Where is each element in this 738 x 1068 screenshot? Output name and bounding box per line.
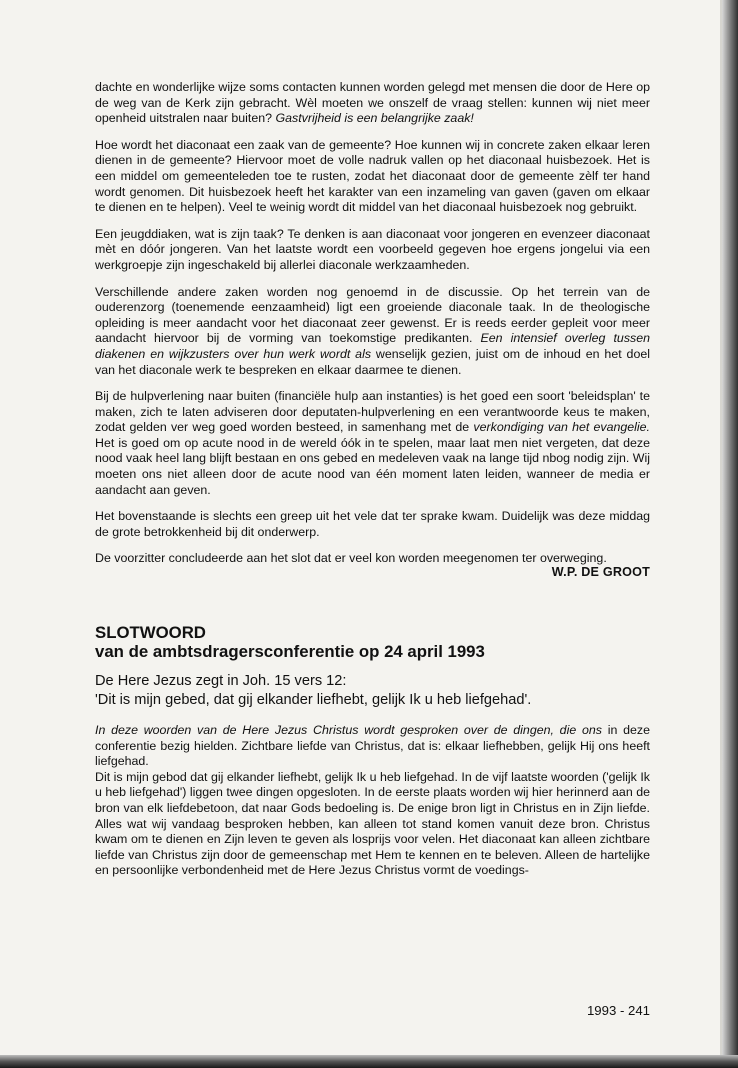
paragraph-summary: Het bovenstaande is slechts een greep uit het vele dat ter sprake kwam. Duidelijk was deze middag de grote betrokkenheid bij dit onderwerp. <box>95 509 650 539</box>
scan-edge-bottom <box>0 1055 738 1068</box>
page-content <box>95 80 650 890</box>
paragraph-text: in deze conferentie bezig hielden. Zichtbare liefde van Christus, dat is: elkaar liefhebben, gelijk Hij ons heeft liefgehad. <box>95 723 650 769</box>
quote-text: 'Dit is mijn gebed, dat gij elkander liefhebt, gelijk Ik u heb liefgehad'. <box>95 692 532 709</box>
scan-edge-right <box>722 0 738 1068</box>
quote-reference: De Here Jezus zegt in Joh. 15 vers 12: <box>95 673 347 690</box>
paragraph-body: Dit is mijn gebod dat gij elkander liefhebt, gelijk Ik u heb liefgehad. In de vijf laatste woorden ('gelijk Ik u heb liefgehad') liggen twee dingen opgesloten. In de eerste plaats worden wij hier herinnerd aan de bron van elk liefdebetoon, dat naar Gods bedoeling is. De enige bron ligt in Christus en in Zijn liefde. Alles wat wij vandaag besproken hebben, kan alleen tot stand komen vanuit deze bron. Christus kwam om te dienen en Zijn leven te geven als losprijs voor velen. Het diaconaat kan alleen zichtbare liefde van Christus zijn door de gemeenschap met Hem te kennen en te beleven. Alleen de hartelijke en persoonlijke verbondenheid met de Here Jezus Christus vormt de voedings- <box>95 769 650 878</box>
article-heading <box>95 623 650 662</box>
paragraph-conclusion: De voorzitter concludeerde aan het slot dat er veel kon worden meegenomen ter overweging. <box>95 551 607 566</box>
paragraph-text: Het is goed om op acute nood in de wereld óók in te spelen, maar laat men niet vergeten, dat deze nood vaak heel lang blijft bestaan en ons gebed en medeleven vaak na lange tijd nbog nodig zijn. Wij moeten ons niet alleen door de acute nood van één moment laten leiden, wanneer de media er aandacht aan geven. <box>95 435 650 497</box>
article-title: SLOTWOORD <box>95 623 206 643</box>
paragraph-italic: Gastvrijheid is een belangrijke zaak! <box>275 111 474 126</box>
article-subtitle: van de ambtsdragersconferentie op 24 april 1993 <box>95 642 485 662</box>
paragraph-text: dachte en wonderlijke wijze soms contacten kunnen worden gelegd met mensen die door de Here op de weg van de Kerk zijn gebracht. Wèl moeten we onszelf de vraag stellen: kunnen wij niet meer openheid uitstralen naar buiten? <box>95 80 650 126</box>
page-number: 1993 - 241 <box>586 1003 650 1018</box>
author-signature: W.P. DE GROOT <box>551 565 650 580</box>
paragraph-text: Verschillende andere zaken worden nog genoemd in de discussie. Op het terrein van de ouderenzorg (toenemende eenzaamheid) ligt een groeiende diaconale taak. In de theologische opleiding is meer aandacht voor het diaconaat zeer gewenst. Er is reeds eerder gepleit voor meer aandacht hiervoor bij de vorming van toekomstige predikanten. <box>95 284 650 346</box>
paragraph-text: Bij de hulpverlening naar buiten (financiële hulp aan instanties) is het goed een soort 'beleidsplan' te maken, zich te laten adviseren door deputaten-hulpverlening en een verantwoorde keus te maken, zodat gelden ver weg goed worden besteed, in samenhang met de <box>95 389 650 435</box>
paragraph-discussion <box>95 285 650 379</box>
paragraph-aid <box>95 389 650 498</box>
paragraph-italic: verkondiging van het evangelie. <box>473 420 651 435</box>
paragraph-text: wenselijk gezien, juist om de inhoud en het doel van het diaconale werk te bespreken en elkaar daarmee te dienen. <box>95 346 650 377</box>
paragraph-guests <box>95 80 650 127</box>
paragraph-youth-deacon: Een jeugddiaken, wat is zijn taak? Te denken is aan diaconaat voor jongeren en evenzeer diaconaat mèt en dóór jongeren. Van het laatste wordt een voorbeeld gegeven hoe ergens jongelui via een werkgroepje zijn ingeschakeld bij allerlei diaconale werkzaamheden. <box>95 226 650 272</box>
paragraph-italic: In deze woorden van de Here Jezus Christus wordt gesproken over de dingen, die ons <box>95 723 602 738</box>
scripture-quote <box>95 672 650 710</box>
paragraph-home-visits: Hoe wordt het diaconaat een zaak van de gemeente? Hoe kunnen wij in concrete zaken elkaar leren dienen in de gemeente? Hiervoor moet de volle nadruk vallen op het diaconaal huisbezoek. Het is een middel om gemeenteleden toe te rusten, zodat het diaconaat door de gemeente zèlf ter hand wordt genomen. Dit huisbezoek heeft het karakter van een inzameling van gaven (gaven om elkaar te dienen en te helpen). Veel te weinig wordt dit middel van het diaconaal huisbezoek nog gebruikt. <box>95 137 650 215</box>
paragraph-italic: Een intensief overleg tussen diakenen en wijkzusters over hun werk wordt als <box>95 331 650 361</box>
paragraph-intro <box>95 723 650 770</box>
